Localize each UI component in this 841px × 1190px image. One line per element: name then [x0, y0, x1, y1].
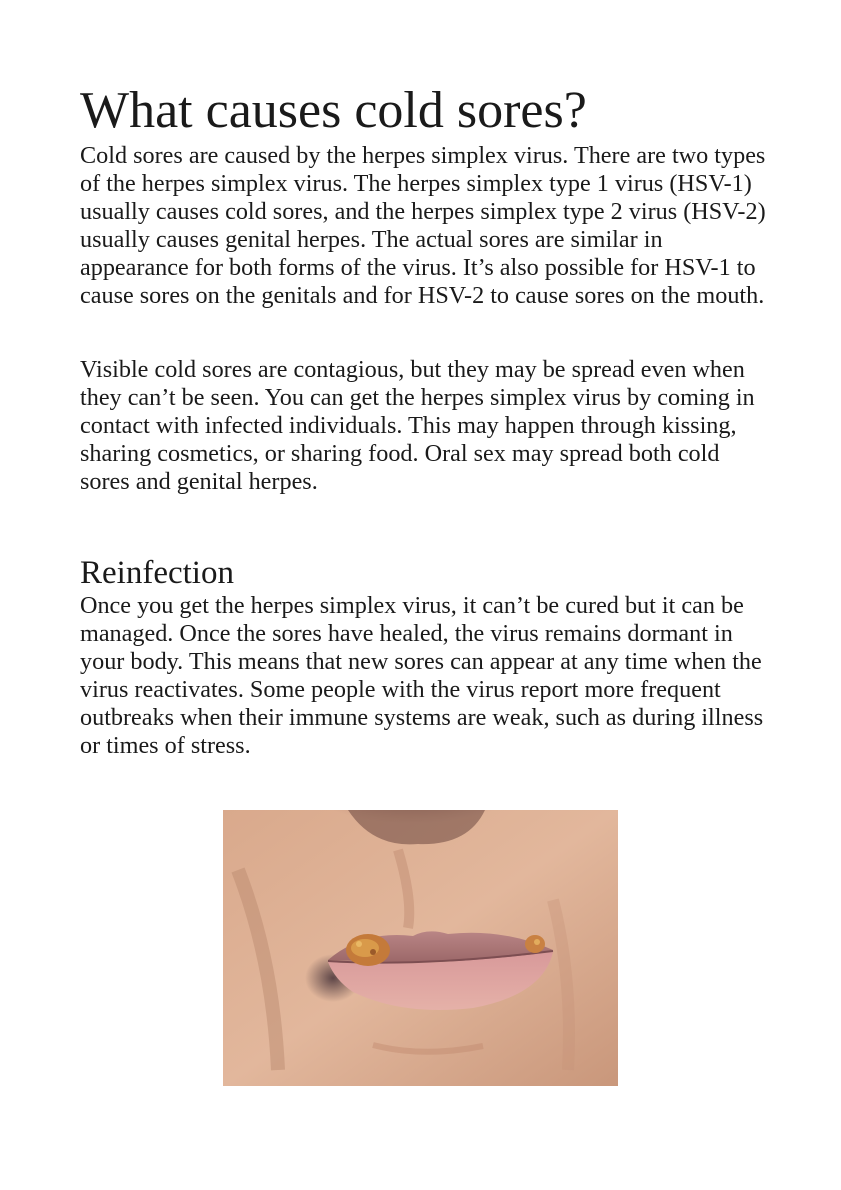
cold-sore-lip-photo [223, 810, 618, 1086]
paragraph-causes: Cold sores are caused by the herpes simplex virus. There are two types of the herpes simplex virus. The herpes simplex type 1 virus (HSV-1) usually causes cold sores, and the herpes simplex type 2 virus (HSV-2) usually causes genital herpes. The actual sores are similar in appearance for both forms of the virus. It’s also possible for HSV-1 to cause sores on the genitals and for HSV-2 to cause sores on the mouth. [80, 142, 766, 310]
paragraph-contagious: Visible cold sores are contagious, but they may be spread even when they can’t be seen. You can get the herpes simplex virus by coming in contact with infected individuals. This may happen through kissing, sharing cosmetics, or sharing food. Oral sex may spread both cold sores and genital herpes. [80, 356, 755, 496]
section-heading-reinfection: Reinfection [80, 555, 234, 591]
paragraph-reinfection: Once you get the herpes simplex virus, it can’t be cured but it can be managed. Once the sores have healed, the virus remains dormant in your body. This means that new sores can appear at any time when the virus reactivates. Some people with the virus report more frequent outbreaks when their immune systems are weak, such as during illness or times of stress. [80, 592, 764, 760]
page-title: What causes cold sores? [80, 82, 587, 139]
